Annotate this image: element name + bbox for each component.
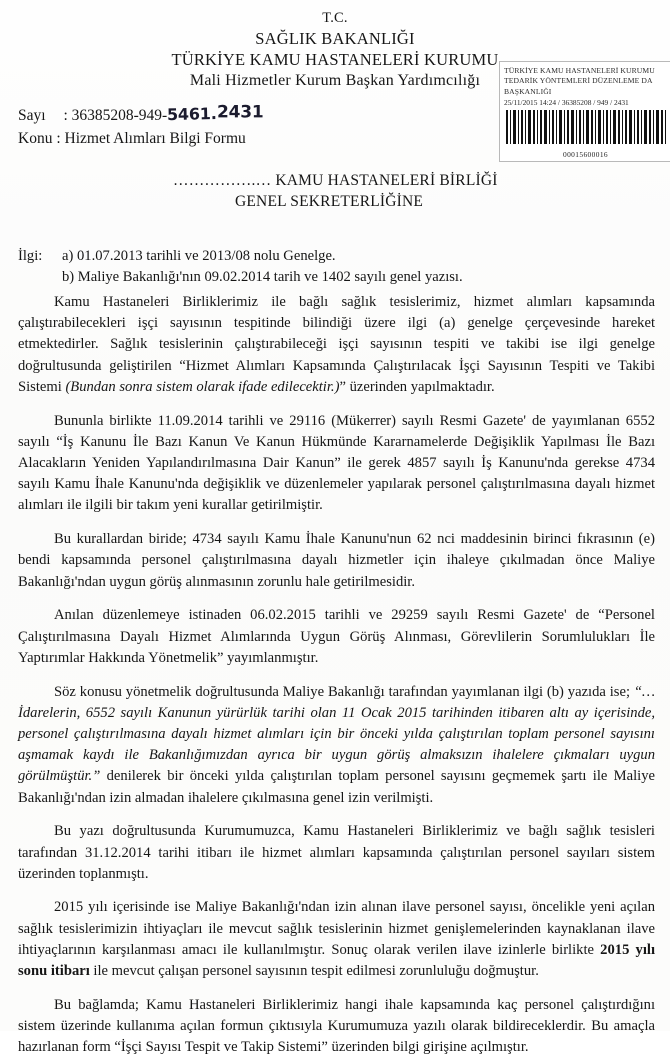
letterhead-line-department: Mali Hizmetler Kurum Başkan Yardımcılığı — [189, 71, 481, 89]
paragraph-7 — [18, 897, 655, 982]
paragraph-6: Bu yazı doğrultusunda Kurumumuzca, Kamu Hastaneleri Birliklerimiz ve bağlı sağlık tesisleri tarafından 31.12.2014 tarihi itibarı ile hizmet alımları kapsamında çalıştırılan personel sayıları sistem üzerinden toplanmıştı. — [18, 823, 655, 882]
sayi-handwritten-value — [167, 101, 264, 128]
stamp-org-line2: TEDARİK YÖNTEMLERİ DÜZENLEME DA — [504, 76, 653, 86]
stamp-org-line3: BAŞKANLIĞI — [504, 86, 552, 96]
ilgi-block — [18, 246, 463, 289]
paragraph-5 — [18, 682, 655, 809]
paragraph-1 — [18, 292, 655, 398]
paragraph-5-part-a: Söz konusu yönetmelik doğrultusunda Maliye Bakanlığı tarafından yayımlanan ilgi (b) yazıda ise; — [54, 683, 634, 700]
document-body — [18, 292, 655, 1059]
ilgi-items — [62, 246, 463, 289]
sayi-handwritten-part1: 5461. — [166, 103, 218, 125]
konu-value: Hizmet Alımları Bilgi Formu — [64, 130, 246, 148]
barcode-number: 00015600016 — [562, 149, 609, 159]
ilgi-item-a: a) 01.07.2013 tarihli ve 2013/08 nolu Genelge. — [62, 248, 336, 264]
sayi-line — [18, 103, 263, 128]
konu-label: Konu — [18, 130, 53, 148]
sayi-handwritten-part2: 2431 — [216, 102, 264, 123]
sayi-colon: : — [63, 107, 68, 124]
barcode-icon — [504, 110, 667, 144]
ilgi-row — [18, 246, 463, 289]
letterhead-line-ministry: SAĞLIK BAKANLIĞI — [255, 28, 415, 48]
paragraph-7-bold: 2015 yılı sonu itibarı — [18, 941, 655, 980]
sayi-printed-value: 36385208-949- — [71, 107, 168, 124]
paragraph-1-italic: (Bundan sonra sistem olarak ifade edilecektir.) — [65, 378, 340, 395]
addressee-line-2: GENEL SEKRETERLİĞİNE — [235, 193, 424, 211]
paragraph-3: Bu kurallardan biride; 4734 sayılı Kamu İhale Kanunu'nun 62 nci maddesinin birinci fıkrasının (e) bendi kapsamında personel çalıştırılmasına dayalı hizmetler için ihaleye çıkılmadan önce Maliye Bakanlığı'ndan uygun görüş alınmasının zorunlu hale getirilmesidir. — [18, 531, 655, 590]
stamp-meta: 25/11/2015 14:24 / 36385208 / 949 / 2431 — [504, 97, 629, 107]
paragraph-7-part-b: ile mevcut çalışan personel sayısının tespit edilmesi zorunluluğu doğmuştur. — [89, 963, 539, 980]
konu-line — [18, 128, 263, 151]
konu-colon: : — [56, 130, 61, 148]
letterhead-line-institution: TÜRKİYE KAMU HASTANELERİ KURUMU — [171, 50, 499, 70]
paragraph-2: Bununla birlikte 11.09.2014 tarihli ve 29116 (Mükerrer) sayılı Resmi Gazete' de yayımlanan 6552 sayılı “İş Kanunu İle Bazı Kanun Ve Kanun Hükmünde Kararnamelerde Değişiklik Yapılması İle Bazı Alacakların Yeniden Yapılandırılmasına Dair Kanun” ile gerek 4857 sayılı İş Kanunu'nda gerekse 4734 sayılı Kamu İhale Kanunu'nda değişiklik ve düzenlemeler yapılarak personel çalıştırılmasına dayalı hizmet alımları ile ilgili bir takım yeni kurallar getirilmiştir. — [18, 412, 655, 514]
sayi-label: Sayı — [18, 107, 46, 124]
paragraph-7-part-a: 2015 yılı içerisinde ise Maliye Bakanlığı'ndan izin alınan ilave personel sayısı, öncelikle yeni açılan sağlık tesislerimizin ihtiyaçları ile mevcut sağlık tesislerinin hizmet genişlemelerinden kaynaklanan ilave ihtiyaçlarının karşılanması amacı ile kullanılmıştır. Sonuç olarak verilen ilave izinlerle birlikte — [18, 899, 655, 958]
letterhead-line-tc: T.C. — [322, 10, 348, 26]
paragraph-1-part-a: Kamu Hastaneleri Birliklerimiz ile bağlı sağlık tesislerimiz, hizmet alımları kapsamında çalıştırabilecekleri işçi sayısının tespitinde bilindiği üzere ilgi (a) genelge çerçevesinde hareket etmektedirler. Sağlık tesislerinin çalıştırabileceği işçi sayısının tespiti ve takibi ise ilgi genelge doğrultusunda geliştirilen “Hizmet Alımları Kapsamında Çalıştırılacak İşçi Sayısının Tespiti ve Takibi Sistemi — [18, 294, 655, 395]
paragraph-5-part-b: denilerek bir önceki yılda çalıştırılan toplam personel sayısını geçmemek şartı ile Maliye Bakanlığı'ndan izin almadan ihalelere çıkılmasına genel izin verilmişti. — [18, 768, 655, 806]
stamp-org-line1: TÜRKİYE KAMU HASTANELERİ KURUMU — [504, 66, 655, 75]
paragraph-1-part-b: ” üzerinden yapılmaktadır. — [339, 378, 495, 395]
addressee-block — [173, 170, 498, 213]
paragraph-4: Anılan düzenlemeye istinaden 06.02.2015 tarihli ve 29259 sayılı Resmi Gazete' de “Personel Çalıştırılmasına Dayalı Hizmet Alımlarında Uygun Görüş Alınması, Görevlilerin Sorumlulukları İle Yaptırımlar Hakkında Yönetmelik” yayımlanmıştır. — [18, 607, 655, 666]
barcode-stamp — [499, 61, 670, 162]
reference-block — [18, 103, 263, 151]
paragraph-8: Bu bağlamda; Kamu Hastaneleri Birliklerimiz hangi ihale kapsamında kaç personel çalıştırdığını sistem üzerinde kullanıma açılan formun çıktısıyla Kurumumuza yazılı olarak bildireceklerdir. Bu amaçla hazırlanan form “İşçi Sayısı Tespit ve Takip Sistemi” üzerinden bilgi girişine açılmıştır. — [18, 996, 655, 1056]
addressee-line-1: …………….… KAMU HASTANELERİ BİRLİĞİ — [173, 172, 498, 189]
ilgi-label: İlgi: — [18, 248, 43, 264]
ilgi-item-b: b) Maliye Bakanlığı'nın 09.02.2014 tarih ve 1402 sayılı genel yazısı. — [62, 269, 463, 286]
paragraph-5-quote: “…İdarelerin, 6552 sayılı Kanunun yürürlük tarihi olan 11 Ocak 2015 tarihinden itibaren altı ay içerisinde, personel çalıştırılmasına dayalı hizmet alımları için bir önceki yılda çalıştırılan toplam personel sayısını aşmamak kaydı ile Bakanlığımızdan ayrıca bir uygun görüş almaksızın ihalelere çıkmaları uygun görülmüştür.” — [18, 683, 655, 785]
